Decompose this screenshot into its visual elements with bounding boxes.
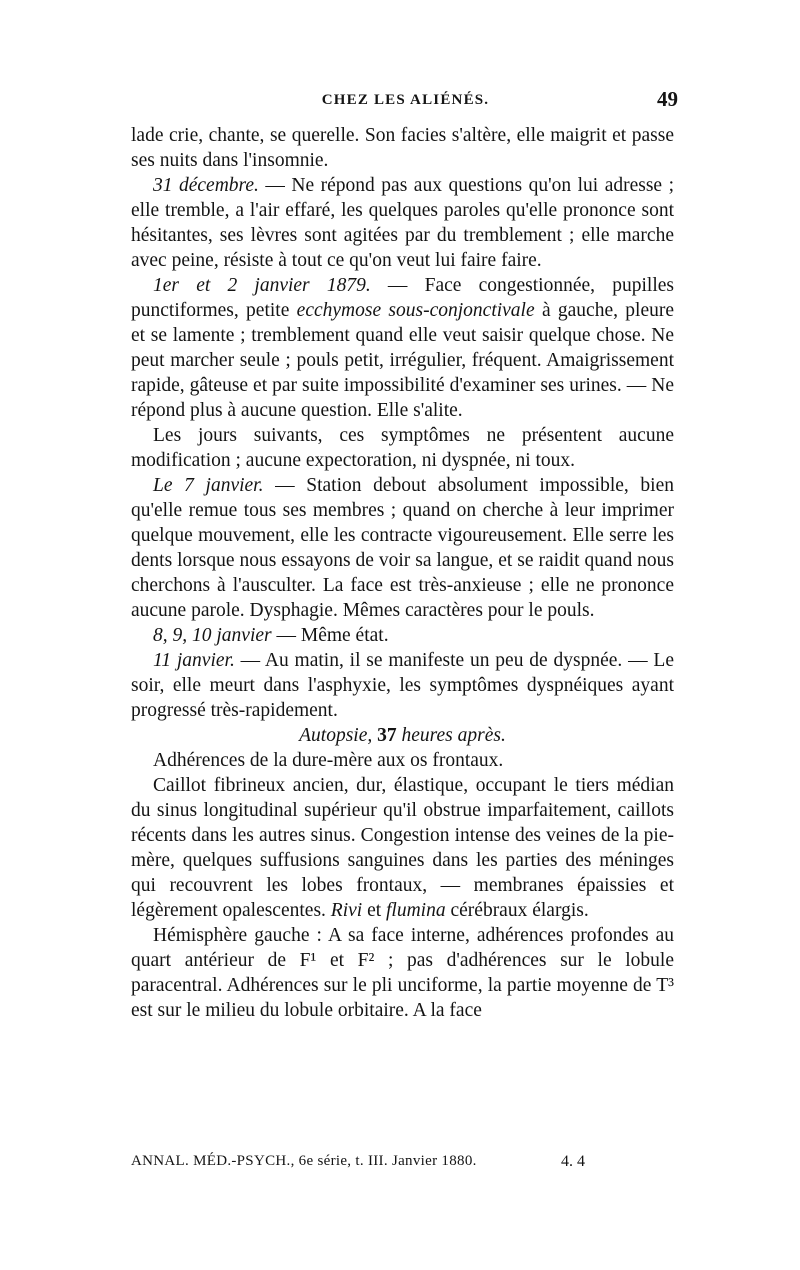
paragraph: Adhérences de la dure-mère aux os frontaux. <box>153 750 504 771</box>
body-text <box>131 123 674 1023</box>
paragraph: 1er et 2 janvier 1879. — Face congestionnée, pupilles punctiformes, petite ecchymose sous-conjonctivale à gauche, pleure et se lamente ; tremblement quand elle veut saisir quelque chose. Ne peut marcher seule ; pouls petit, irrégulier, fréquent. Amaigrissement rapide, gâteuse et par suite impossibilité d'examiner ses urines. — Ne répond plus à aucune question. Elle s'alite. <box>131 275 674 421</box>
section-heading: Autopsie, 37 heures après. <box>299 725 506 746</box>
signature-line: ANNAL. MÉD.-PSYCH., 6e série, t. III. Janvier 1880. <box>131 1153 477 1169</box>
paragraph: Le 7 janvier. — Station debout absolument impossible, bien qu'elle remue tous ses membres ; quand on cherche à leur imprimer quelque mouvement, elle les contracte vigoureusement. Elle serre les dents lorsque nous essayons de voir sa langue, et se raidit quand nous cherchons à l'ausculter. La face est très-anxieuse ; elle ne prononce aucune parole. Dysphagie. Mêmes caractères pour le pouls. <box>131 475 674 621</box>
paragraph: 31 décembre. — Ne répond pas aux questions qu'on lui adresse ; elle tremble, a l'air effaré, les quelques paroles qu'elle prononce sont hésitantes, ses lèvres sont agitées par du tremblement ; elle marche avec peine, résiste à tout ce qu'on veut lui faire faire. <box>131 175 674 271</box>
paragraph: 8, 9, 10 janvier — Même état. <box>153 625 389 646</box>
paragraph: lade crie, chante, se querelle. Son facies s'altère, elle maigrit et passe ses nuits dans l'insomnie. <box>131 125 674 171</box>
paragraph: Hémisphère gauche : A sa face interne, adhérences profondes au quart antérieur de F¹ et F² ; pas d'adhérences sur le lobule paracentral. Adhérences sur le pli unciforme, la partie moyenne de T³ est sur le milieu du lobule orbitaire. A la face <box>131 925 674 1021</box>
paragraph: Les jours suivants, ces symptômes ne présentent aucune modification ; aucune expectoration, ni dyspnée, ni toux. <box>131 425 674 471</box>
page-header <box>131 87 680 116</box>
paragraph: 11 janvier. — Au matin, il se manifeste un peu de dyspnée. — Le soir, elle meurt dans l'asphyxie, les symptômes dyspnéiques ayant progressé très-rapidement. <box>131 650 674 721</box>
entry-date: Le 7 janvier. <box>153 475 264 496</box>
sheet-mark: 4. 4 <box>561 1153 585 1170</box>
page-number: 49 <box>657 87 678 111</box>
entry-date: 8, 9, 10 janvier <box>153 625 272 646</box>
entry-date: 11 janvier. <box>153 650 235 671</box>
entry-date: 1er et 2 janvier 1879. <box>153 275 371 296</box>
entry-date: 31 décembre. <box>153 175 259 196</box>
running-title: CHEZ LES ALIÉNÉS. <box>321 92 490 108</box>
paragraph: Caillot fibrineux ancien, dur, élastique, occupant le tiers médian du sinus longitudinal supérieur qu'il obstrue imparfaitement, caillots récents dans les autres sinus. Congestion intense des veines de la pie-mère, quelques suffusions sanguines dans les parties des méninges qui recouvrent les lobes frontaux, — membranes épaissies et légèrement opalescentes. Rivi et flumina cérébraux élargis. <box>131 775 674 921</box>
